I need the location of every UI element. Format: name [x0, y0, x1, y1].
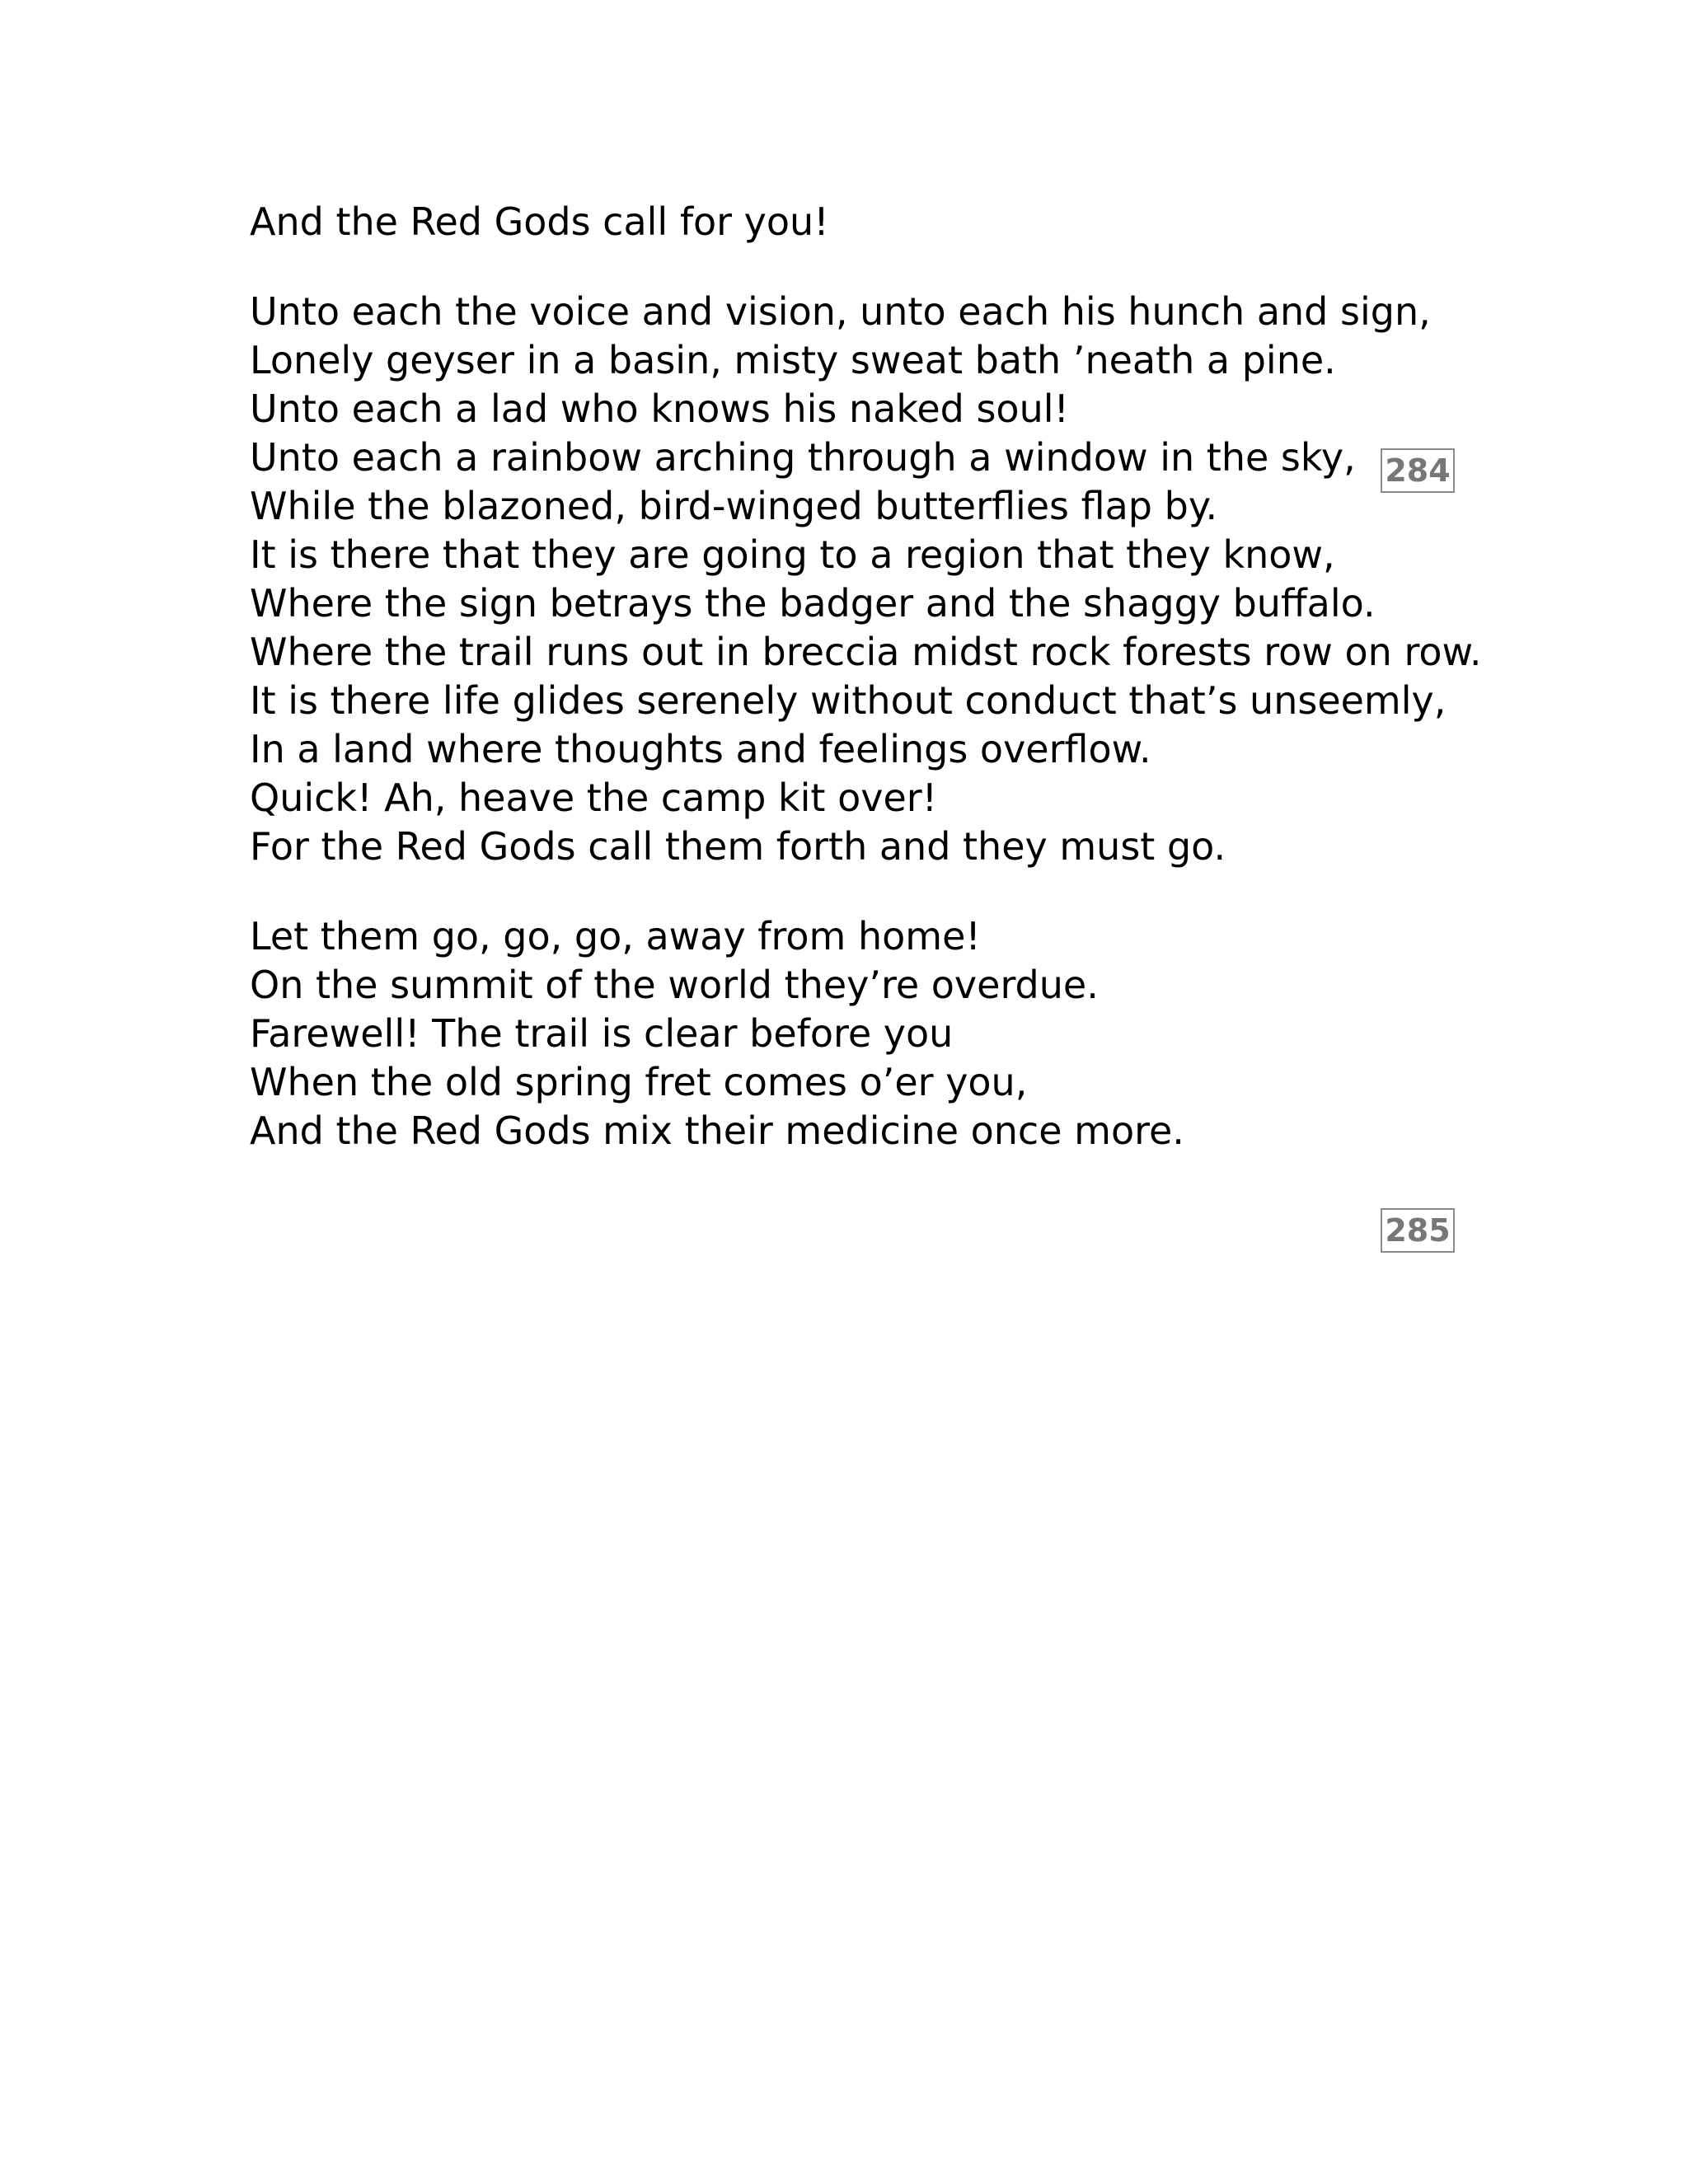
poem-line: For the Red Gods call them forth and they must go.	[250, 824, 1226, 869]
poem-line: Where the trail runs out in breccia midst rock forests row on row.	[250, 630, 1482, 674]
poem-line: Let them go, go, go, away from home!	[250, 914, 981, 958]
page-number-marker: 284	[1381, 448, 1455, 493]
poem-line: It is there life glides serenely without conduct that’s unseemly,	[250, 678, 1447, 723]
poem-line: On the summit of the world they’re overdue.	[250, 963, 1099, 1007]
poem-line: And the Red Gods call for you!	[250, 199, 829, 244]
poem-line: It is there that they are going to a region that they know,	[250, 532, 1335, 577]
poem-line: Farewell! The trail is clear before you	[250, 1011, 954, 1056]
poem-line: While the blazoned, bird-winged butterflies flap by.	[250, 484, 1218, 528]
poem-line: And the Red Gods mix their medicine once more.	[250, 1108, 1184, 1153]
poem-line: Quick! Ah, heave the camp kit over!	[250, 776, 938, 820]
page-number-marker: 285	[1381, 1208, 1455, 1253]
poem-line: Where the sign betrays the badger and the shaggy buffalo.	[250, 581, 1376, 626]
poem-line: In a land where thoughts and feelings overflow.	[250, 727, 1151, 771]
poem-line: When the old spring fret comes o’er you,	[250, 1060, 1028, 1104]
poem-line: Unto each the voice and vision, unto each his hunch and sign,	[250, 289, 1431, 334]
poem-text	[250, 198, 1486, 1197]
poem-line: Unto each a rainbow arching through a window in the sky,	[250, 435, 1356, 480]
stanza-3	[250, 912, 1486, 1155]
stanza-2	[250, 288, 1486, 871]
stanza-1	[250, 198, 1486, 246]
poem-line: Lonely geyser in a basin, misty sweat bath ’neath a pine.	[250, 338, 1336, 382]
poem-line: Unto each a lad who knows his naked soul!	[250, 387, 1069, 431]
